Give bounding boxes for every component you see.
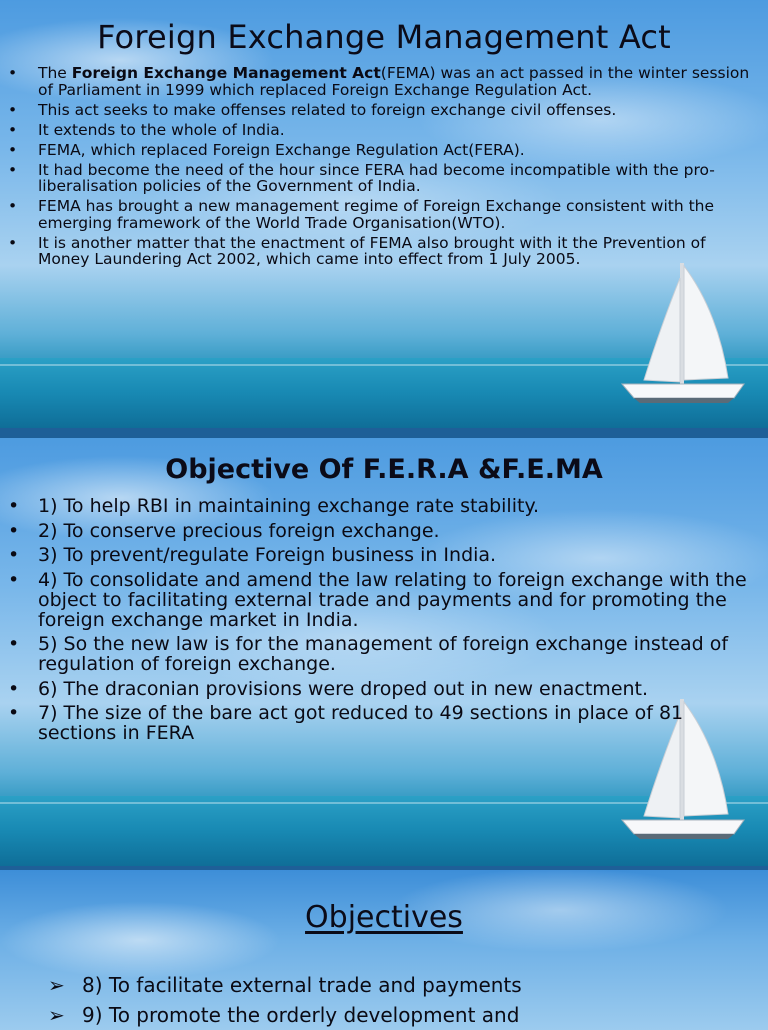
bullet-marker: ➢	[48, 1003, 65, 1027]
slide-objectives	[0, 438, 768, 866]
bullet-marker: •	[8, 519, 20, 542]
slide-title: Objective Of F.E.R.A &F.E.MA	[165, 454, 603, 485]
bullet-marker: •	[8, 197, 18, 215]
bullet-text: FEMA has brought a new management regime of Foreign Exchange consistent with the emerging framework of the World Trade Organisation(WTO).	[38, 197, 715, 232]
bullet-item	[0, 703, 760, 743]
slide-title: Foreign Exchange Management Act	[97, 18, 671, 56]
bullet-item	[0, 122, 760, 139]
bullet-item	[0, 545, 760, 565]
bullet-text: 7) The size of the bare act got reduced to 49 sections in place of 81 sections in FERA	[38, 702, 684, 744]
bullet-marker: •	[8, 677, 20, 700]
bullet-marker: ➢	[48, 973, 65, 997]
bullet-marker: •	[8, 702, 20, 724]
bullet-item	[0, 679, 760, 699]
bullet-item	[0, 1000, 760, 1030]
bullet-text: 5) So the new law is for the management of foreign exchange instead of regulation of foreign exchange.	[38, 633, 729, 675]
bullet-list	[0, 65, 760, 271]
bullet-item	[0, 235, 760, 268]
bullet-bold-text: Foreign Exchange Management Act	[71, 64, 381, 82]
bullet-item	[0, 970, 760, 1000]
bullet-text: 2) To conserve precious foreign exchange.	[38, 519, 440, 542]
bullet-text: It had become the need of the hour since FERA had become incompatible with the pro-liberalisation policies of the Government of India.	[38, 160, 715, 195]
bullet-text: It is another matter that the enactment of FEMA also brought with it the Prevention of Money Laundering Act 2002, which came into effect from 1 July 2005.	[38, 233, 706, 268]
bullet-marker: •	[8, 495, 20, 517]
sailboat-image	[618, 258, 748, 408]
bullet-marker: •	[8, 233, 18, 252]
bullet-item	[0, 496, 760, 516]
bullet-text: The	[38, 64, 72, 82]
bullet-marker: •	[8, 120, 18, 139]
bullet-list	[0, 970, 760, 1030]
bullet-text: This act seeks to make offenses related to foreign exchange civil offenses.	[38, 100, 617, 119]
slide-objectives-continued	[0, 870, 768, 1030]
bullet-text: 9) To promote the orderly development and	[82, 1003, 520, 1027]
bullet-text: It extends to the whole of India.	[38, 120, 285, 139]
bullet-marker: •	[8, 64, 18, 82]
bullet-marker: •	[8, 160, 18, 179]
bullet-item	[0, 65, 760, 98]
slide-fema-overview	[0, 0, 768, 428]
bullet-text: 4) To consolidate and amend the law relating to foreign exchange with the object to facilitating external trade and payments and for promoting the foreign exchange market in India.	[38, 568, 747, 631]
bullet-marker: •	[8, 544, 20, 566]
bullet-item	[0, 102, 760, 119]
slide-title: Objectives	[305, 900, 463, 935]
bullet-text: 1) To help RBI in maintaining exchange rate stability.	[38, 495, 540, 517]
bullet-text: 8) To facilitate external trade and payments	[82, 973, 522, 997]
bullet-text: 6) The draconian provisions were droped out in new enactment.	[38, 677, 649, 700]
bullet-marker: •	[8, 140, 18, 159]
bullet-text: 3) To prevent/regulate Foreign business in India.	[38, 544, 497, 566]
bullet-marker: •	[8, 633, 20, 655]
bullet-marker: •	[8, 568, 20, 591]
bullet-item	[0, 162, 760, 195]
bullet-text: (FEMA) was an act passed in the winter session of Parliament in 1999 which replaced Foreign Exchange Regulation Act.	[38, 64, 750, 99]
bullet-item	[0, 521, 760, 541]
bullet-list	[0, 496, 760, 748]
slide-separator	[0, 428, 768, 438]
bullet-text: FEMA, which replaced Foreign Exchange Regulation Act(FERA).	[38, 140, 525, 159]
bullet-item	[0, 570, 760, 630]
bullet-item	[0, 634, 760, 674]
bullet-item	[0, 142, 760, 159]
bullet-marker: •	[8, 100, 18, 119]
bullet-item	[0, 198, 760, 231]
